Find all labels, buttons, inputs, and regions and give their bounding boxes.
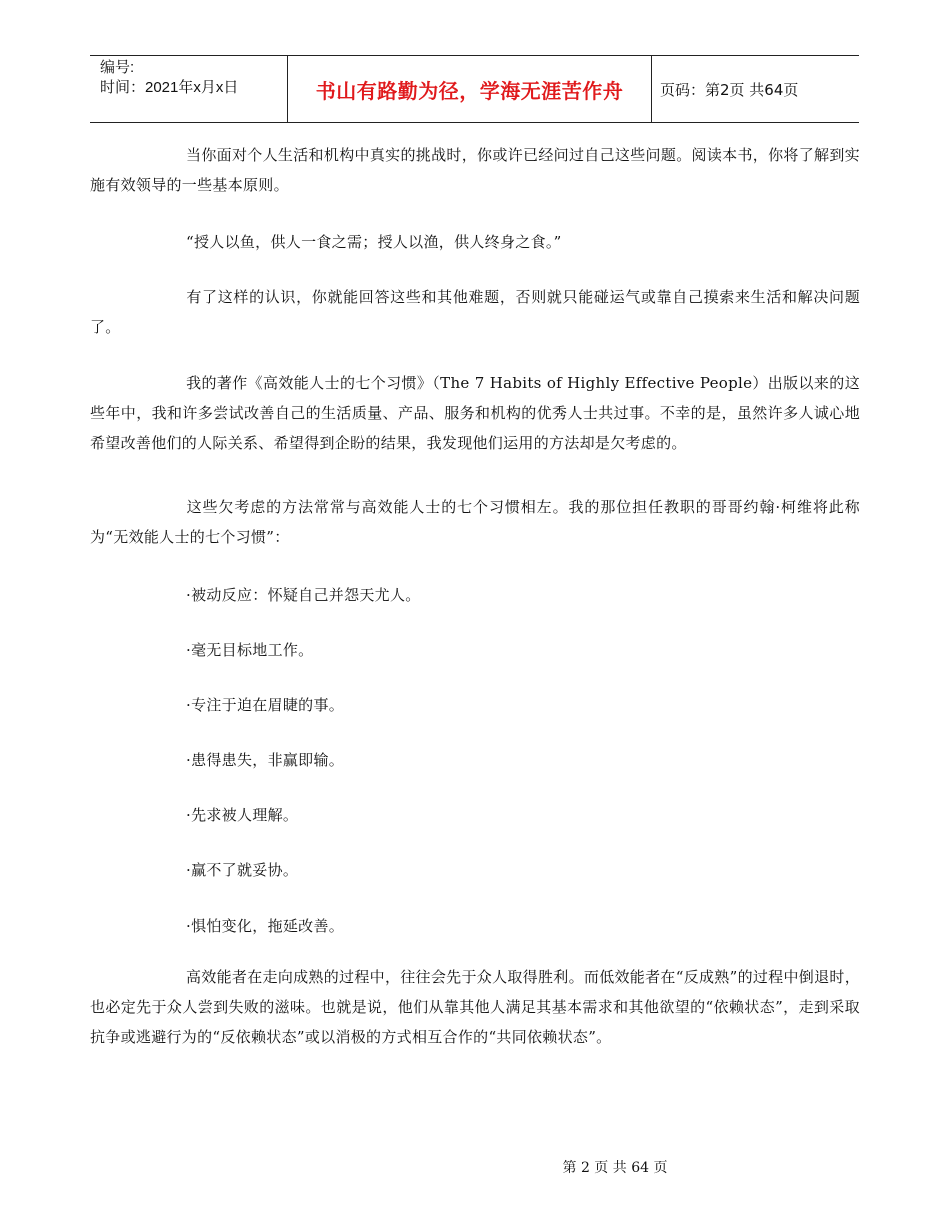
paragraph-maturity: 高效能者在走向成熟的过程中，往往会先于众人取得胜利。而低效能者在“反成熟”的过程中倒退时，也必定先于众人尝到失败的滋味。也就是说，他们从靠其他人满足其基本需求和其他欲望的“依赖状态”，走到采取抗争或逃避行为的“反依赖状态”或以消极的方式相互合作的“共同依赖状态”。 <box>90 968 860 1046</box>
list-item: ·先求被人理解。 <box>186 806 299 824</box>
list-item: ·被动反应：怀疑自己并怨天尤人。 <box>186 586 421 604</box>
header-motto: 书山有路勤为径，学海无涯苦作舟 <box>315 78 624 103</box>
paragraph-intro: 当你面对个人生活和机构中真实的挑战时，你或许已经问过自己这些问题。阅读本书，你将了解到实施有效领导的一些基本原则。 <box>90 146 860 194</box>
number-label: 编号: <box>100 59 135 76</box>
header-divider-right <box>651 56 652 122</box>
page-footer: 第 2 页 共 64 页 <box>562 1160 668 1176</box>
paragraph-quote: “授人以鱼，供人一食之需；授人以渔，供人终身之食。” <box>186 233 562 251</box>
header-meta <box>100 58 285 98</box>
list-item: ·毫无目标地工作。 <box>186 641 314 659</box>
list-item: ·患得患失，非赢即输。 <box>186 751 345 769</box>
list-item: ·惧怕变化，拖延改善。 <box>186 917 345 935</box>
paragraph-ineffective: 这些欠考虑的方法常常与高效能人士的七个习惯相左。我的那位担任教职的哥哥约翰·柯维将此称为“无效能人士的七个习惯”： <box>90 498 860 546</box>
header-page-info: 页码：第2页 共64页 <box>660 80 799 99</box>
page-header <box>90 55 859 123</box>
list-item: ·专注于迫在眉睫的事。 <box>186 696 345 714</box>
time-label: 时间：2021年x月x日 <box>100 79 239 96</box>
paragraph-book: 我的著作《高效能人士的七个习惯》（The 7 Habits of Highly Effective People）出版以来的这些年中，我和许多尝试改善自己的生活质量、产品、服务和机构的优秀人士共过事。不幸的是，虽然许多人诚心地希望改善他们的人际关系、希望得到企盼的结果，我发现他们运用的方法却是欠考虑的。 <box>90 374 860 452</box>
list-item: ·赢不了就妥协。 <box>186 861 299 879</box>
paragraph-understanding: 有了这样的认识，你就能回答这些和其他难题，否则就只能碰运气或靠自己摸索来生活和解决问题了。 <box>90 288 860 336</box>
